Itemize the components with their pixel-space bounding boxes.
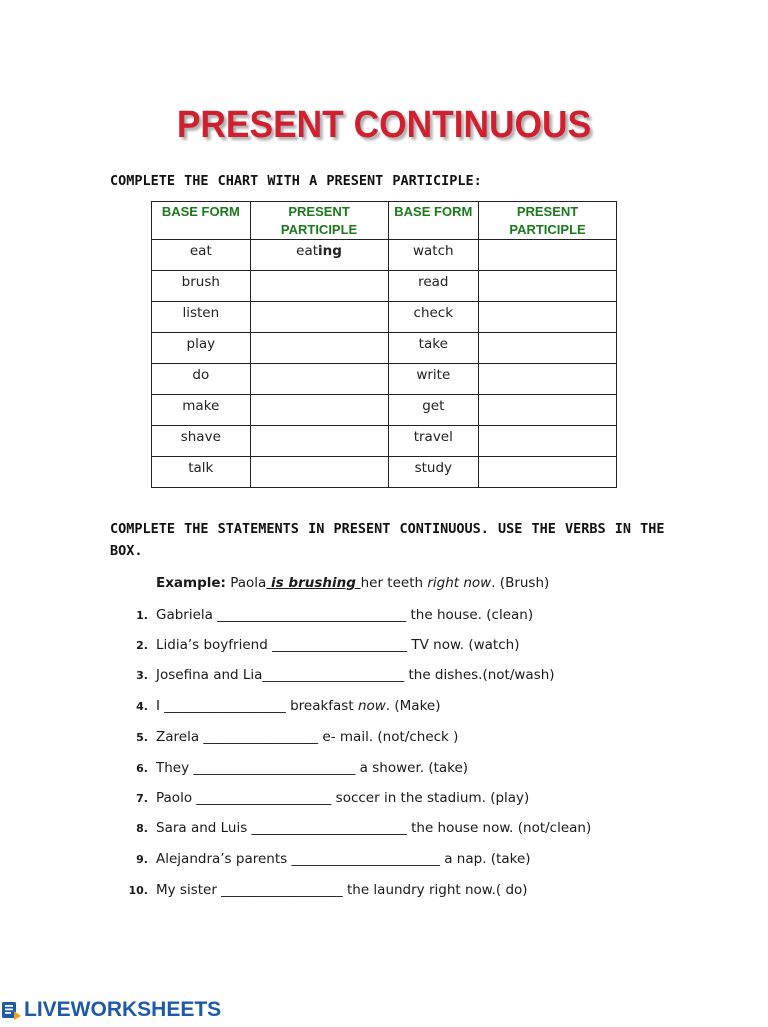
footer-brand-text: LIVEWORKSHEETS [24, 998, 222, 1021]
example-label: Example: [156, 575, 226, 591]
statement-number: 4. [136, 700, 148, 713]
statement-item[interactable]: Lidia’s boyfriend ____________________ TV now. (watch) [156, 637, 520, 653]
statement-number: 1. [136, 609, 148, 622]
liveworksheets-logo-icon [0, 999, 22, 1021]
header-present-participle-2: PRESENT PARTICIPLE [479, 202, 617, 240]
chart-row [152, 333, 617, 364]
chart-row [152, 457, 617, 488]
statement-item[interactable]: Josefina and Lia_____________________ the dishes.(not/wash) [156, 667, 555, 683]
example-middle: her teeth [360, 575, 428, 591]
participle-answer-cell[interactable] [250, 240, 388, 271]
example-italic: right now [427, 575, 492, 591]
participle-answer-cell[interactable] [479, 302, 617, 333]
statements-instructions: COMPLETE THE STATEMENTS IN PRESENT CONTINUOUS. USE THE VERBS IN THE BOX. [110, 521, 665, 559]
chart-instructions: COMPLETE THE CHART WITH A PRESENT PARTICIPLE: [110, 173, 482, 189]
example-subject: Paola [225, 575, 267, 591]
statement-number: 2. [136, 639, 148, 652]
statement-item[interactable]: Gabriela ____________________________ the house. (clean) [156, 607, 534, 623]
base-form-cell: talk [152, 457, 251, 488]
base-form-cell: travel [388, 426, 479, 457]
statement-item[interactable]: Alejandra’s parents ______________________ a nap. (take) [156, 851, 531, 867]
base-form-cell: get [388, 395, 479, 426]
statement-part: I __________________ breakfast [156, 698, 358, 714]
statement-number: 7. [136, 792, 148, 805]
statement-part: now [357, 698, 386, 714]
base-form-cell: read [388, 271, 479, 302]
participle-answer-cell[interactable] [479, 457, 617, 488]
statement-number: 10. [128, 884, 148, 897]
statement-item[interactable] [156, 696, 440, 716]
chart-row [152, 302, 617, 333]
example-answer: is brushing [266, 575, 361, 591]
participle-answer-cell[interactable] [250, 426, 388, 457]
participle-answer-cell[interactable] [479, 271, 617, 302]
statement-number: 3. [136, 669, 148, 682]
chart-header-row [152, 202, 617, 240]
participle-answer-cell[interactable] [479, 240, 617, 271]
chart-row [152, 426, 617, 457]
page-title: PRESENT CONTINUOUS [176, 104, 592, 146]
participle-answer-cell[interactable] [250, 395, 388, 426]
statement-number: 6. [136, 762, 148, 775]
base-form-cell: play [152, 333, 251, 364]
participle-answer-cell[interactable] [479, 426, 617, 457]
statement-item[interactable]: Sara and Luis _______________________ the house now. (not/clean) [156, 820, 592, 836]
statement-item[interactable]: My sister __________________ the laundry right now.( do) [156, 882, 528, 898]
statement-item[interactable]: Paolo ____________________ soccer in the stadium. (play) [156, 790, 530, 806]
statement-number: 9. [136, 853, 148, 866]
base-form-cell: listen [152, 302, 251, 333]
participle-answer-cell[interactable] [250, 333, 388, 364]
base-form-cell: do [152, 364, 251, 395]
statement-number: 5. [136, 731, 148, 744]
base-form-cell: shave [152, 426, 251, 457]
base-form-cell: study [388, 457, 479, 488]
statement-item[interactable]: They ________________________ a shower. (take) [156, 760, 469, 776]
participle-stem: eat [296, 243, 319, 259]
participle-suffix: ing [318, 243, 342, 259]
participle-answer-cell[interactable] [250, 457, 388, 488]
base-form-cell: brush [152, 271, 251, 302]
header-present-participle-1: PRESENT PARTICIPLE [250, 202, 388, 240]
base-form-cell: make [152, 395, 251, 426]
base-form-cell: eat [152, 240, 251, 271]
statement-item[interactable]: Zarela _________________ e- mail. (not/check ) [156, 729, 459, 745]
participle-answer-cell[interactable] [479, 395, 617, 426]
participle-answer-cell[interactable] [250, 302, 388, 333]
example-end: . (Brush) [491, 575, 550, 591]
base-form-cell: take [388, 333, 479, 364]
participle-answer-cell[interactable] [479, 364, 617, 395]
chart-row [152, 271, 617, 302]
chart-row [152, 364, 617, 395]
base-form-cell: write [388, 364, 479, 395]
participle-answer-cell[interactable] [250, 271, 388, 302]
statement-part: . (Make) [385, 698, 441, 714]
chart-row [152, 395, 617, 426]
header-base-form-2: BASE FORM [388, 202, 479, 240]
chart-row [152, 240, 617, 271]
participle-answer-cell[interactable] [250, 364, 388, 395]
base-form-cell: check [388, 302, 479, 333]
participle-chart [151, 201, 617, 488]
example-sentence [156, 573, 549, 593]
statement-number: 8. [136, 822, 148, 835]
header-base-form-1: BASE FORM [152, 202, 251, 240]
base-form-cell: watch [388, 240, 479, 271]
footer-brand [0, 996, 221, 1024]
participle-answer-cell[interactable] [479, 333, 617, 364]
